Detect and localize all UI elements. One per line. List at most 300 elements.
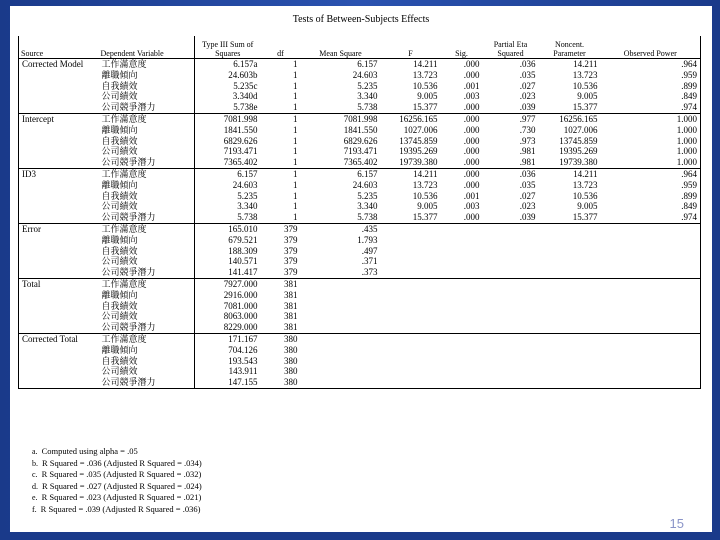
value-cell <box>441 377 483 388</box>
value-cell <box>381 345 441 356</box>
value-cell <box>381 301 441 312</box>
value-cell <box>483 223 539 234</box>
value-cell: 15.377 <box>572 102 598 113</box>
value-cell: .974 <box>601 212 701 223</box>
value-cell <box>539 278 601 289</box>
value-cell <box>301 278 381 289</box>
column-header: df <box>261 36 301 59</box>
footnote-text: R Squared = .036 (Adjusted R Squared = .034) <box>42 457 202 468</box>
value-cell <box>381 322 441 333</box>
value-cell: 1 <box>293 212 298 223</box>
value-cell: .000 <box>463 124 480 135</box>
value-cell: 10.536 <box>412 190 438 201</box>
value-cell <box>301 301 381 312</box>
value-cell <box>483 290 539 301</box>
value-cell <box>301 322 381 333</box>
value-cell: 380 <box>261 377 301 388</box>
bottom-band <box>0 532 720 540</box>
value-cell: 188.309 <box>195 246 261 257</box>
value-cell: 379 <box>284 245 298 256</box>
source-cell <box>19 290 99 301</box>
value-cell <box>301 366 381 377</box>
value-cell: .000 <box>463 102 480 113</box>
value-cell: 6829.626 <box>343 135 378 146</box>
value-cell <box>601 278 701 289</box>
value-cell <box>441 322 483 333</box>
value-cell: .373 <box>361 267 378 278</box>
value-cell: .000 <box>463 59 480 69</box>
value-cell: .000 <box>463 179 480 190</box>
value-cell: .001 <box>463 190 480 201</box>
footnote-text: R Squared = .039 (Adjusted R Squared = .036) <box>40 503 201 514</box>
dependent-variable-cell: 工作滿意度 <box>99 333 195 344</box>
value-cell: .371 <box>361 256 378 267</box>
value-cell: 3.340 <box>357 201 378 212</box>
value-cell: 140.571 <box>195 256 261 267</box>
footnote <box>32 492 332 504</box>
value-cell <box>601 356 701 367</box>
value-cell: 5.235 <box>195 191 261 202</box>
value-cell: 381 <box>284 311 298 322</box>
value-cell <box>539 235 601 246</box>
value-cell <box>539 301 601 312</box>
value-cell <box>483 246 539 257</box>
value-cell: 679.521 <box>195 235 261 246</box>
value-cell: 143.911 <box>195 366 261 377</box>
dependent-variable-cell: 公司績效 <box>101 91 138 102</box>
dependent-variable-cell: 離職傾向 <box>101 124 138 135</box>
value-cell <box>301 333 381 344</box>
value-cell: .001 <box>463 80 480 91</box>
footnote <box>32 446 332 458</box>
dependent-variable-cell: 工作滿意度 <box>99 113 195 124</box>
value-cell <box>381 267 441 278</box>
value-cell: 7365.402 <box>195 157 261 168</box>
value-cell <box>601 235 701 246</box>
footnote-mark: d. <box>32 481 38 491</box>
value-cell <box>539 345 601 356</box>
table-body <box>19 59 701 389</box>
value-cell <box>441 356 483 367</box>
value-cell: .027 <box>519 190 536 201</box>
value-cell: .000 <box>441 168 483 179</box>
table-row <box>19 333 701 344</box>
source-cell <box>19 136 99 147</box>
value-cell: .039 <box>519 212 536 223</box>
value-cell: 381 <box>284 322 298 333</box>
dependent-variable-cell: 工作滿意度 <box>99 278 195 289</box>
value-cell <box>381 333 441 344</box>
table-row <box>19 278 701 289</box>
value-cell: 147.155 <box>195 377 261 388</box>
value-cell: 1 <box>293 80 298 91</box>
dependent-variable-cell: 自我績效 <box>101 300 138 311</box>
value-cell: 171.167 <box>195 333 261 344</box>
value-cell <box>539 377 601 388</box>
value-cell <box>601 290 701 301</box>
value-cell: 6.157 <box>195 168 261 179</box>
value-cell: 1 <box>293 190 298 201</box>
value-cell: 16256.165 <box>381 113 441 124</box>
table-row <box>19 91 701 102</box>
value-cell <box>601 311 701 322</box>
value-cell: 5.235 <box>357 80 378 91</box>
value-cell <box>539 267 601 278</box>
footnotes <box>32 446 332 515</box>
footnote <box>32 481 332 493</box>
table-row <box>19 125 701 136</box>
source-cell <box>19 81 99 92</box>
slide <box>10 6 712 540</box>
value-cell: 19395.269 <box>559 146 598 157</box>
value-cell: 13745.859 <box>559 135 598 146</box>
table-row <box>19 267 701 278</box>
value-cell <box>381 278 441 289</box>
value-cell: 3.340 <box>357 91 378 102</box>
value-cell: 19739.380 <box>399 157 438 168</box>
value-cell: 1841.550 <box>343 124 378 135</box>
value-cell: 1 <box>293 179 298 190</box>
value-cell: 7081.998 <box>301 113 381 124</box>
dependent-variable-cell: 自我績效 <box>101 190 138 201</box>
value-cell <box>483 311 539 322</box>
value-cell: 24.603b <box>195 70 261 81</box>
table-row <box>19 168 701 179</box>
dependent-variable-cell: 離職傾向 <box>101 289 138 300</box>
source-cell: Corrected Model <box>19 59 99 70</box>
value-cell: 1 <box>293 69 298 80</box>
value-cell: 10.536 <box>412 80 438 91</box>
value-cell: 5.235 <box>357 190 378 201</box>
column-header: Dependent Variable <box>99 36 195 59</box>
table-row <box>19 201 701 212</box>
value-cell <box>601 333 701 344</box>
value-cell: 1 <box>293 124 298 135</box>
value-cell <box>483 356 539 367</box>
value-cell: .959 <box>601 180 701 191</box>
value-cell: .974 <box>601 102 701 113</box>
value-cell <box>381 246 441 257</box>
table-row <box>19 157 701 168</box>
table-row <box>19 366 701 377</box>
value-cell <box>441 290 483 301</box>
value-cell <box>441 223 483 234</box>
dependent-variable-cell: 公司績效 <box>101 256 138 267</box>
table-row <box>19 102 701 113</box>
source-cell <box>19 322 99 333</box>
source-cell <box>19 212 99 223</box>
dependent-variable-cell: 公司競爭潛力 <box>99 377 195 388</box>
source-cell <box>19 267 99 278</box>
value-cell: .730 <box>519 124 536 135</box>
value-cell: 380 <box>284 366 298 377</box>
source-cell: Corrected Total <box>19 333 99 344</box>
table-row <box>19 322 701 333</box>
dependent-variable-cell: 公司績效 <box>101 366 138 377</box>
value-cell: 24.603 <box>352 69 378 80</box>
value-cell: .000 <box>441 113 483 124</box>
value-cell: 1 <box>261 113 301 124</box>
value-cell: 10.536 <box>572 190 598 201</box>
value-cell: .977 <box>483 113 539 124</box>
value-cell: 19395.269 <box>399 146 438 157</box>
footnote-text: R Squared = .027 (Adjusted R Squared = .024) <box>42 480 202 491</box>
dependent-variable-cell: 公司績效 <box>101 201 138 212</box>
value-cell: 7193.471 <box>343 146 378 157</box>
value-cell: .959 <box>601 70 701 81</box>
value-cell: 10.536 <box>572 80 598 91</box>
table-title: Tests of Between-Subjects Effects <box>292 14 430 25</box>
value-cell: 1.000 <box>601 113 701 124</box>
value-cell <box>381 311 441 322</box>
value-cell: 24.603 <box>352 179 378 190</box>
value-cell <box>441 333 483 344</box>
value-cell: .000 <box>463 135 480 146</box>
source-cell <box>19 70 99 81</box>
dependent-variable-cell: 工作滿意度 <box>99 168 195 179</box>
value-cell <box>601 246 701 257</box>
value-cell <box>441 366 483 377</box>
source-cell <box>19 125 99 136</box>
table-row <box>19 70 701 81</box>
value-cell: 379 <box>284 234 298 245</box>
value-cell: 3.340 <box>195 201 261 212</box>
footnote-mark: a. <box>32 447 38 456</box>
value-cell: 1.793 <box>357 234 378 245</box>
dependent-variable-cell: 工作滿意度 <box>101 59 147 69</box>
dependent-variable-cell: 自我績效 <box>101 355 138 366</box>
value-cell <box>483 333 539 344</box>
dependent-variable-cell: 公司競爭潛力 <box>101 102 156 113</box>
dependent-variable-cell: 離職傾向 <box>101 179 138 190</box>
value-cell <box>601 345 701 356</box>
source-cell <box>19 377 99 388</box>
value-cell: 1 <box>261 168 301 179</box>
value-cell: 14.211 <box>539 168 601 179</box>
value-cell: 15.377 <box>412 212 438 223</box>
value-cell: 7193.471 <box>195 146 261 157</box>
value-cell: 24.603 <box>195 180 261 191</box>
column-header: Sig. <box>441 36 483 59</box>
value-cell: 9.005 <box>577 91 598 102</box>
value-cell: 5.738 <box>357 212 378 223</box>
value-cell: .035 <box>519 69 536 80</box>
value-cell: 7365.402 <box>343 157 378 168</box>
value-cell: 14.211 <box>381 168 441 179</box>
footnote-mark: f. <box>32 504 37 514</box>
table-row <box>19 180 701 191</box>
source-cell <box>19 235 99 246</box>
value-cell <box>441 246 483 257</box>
value-cell: 16256.165 <box>539 113 601 124</box>
value-cell <box>539 256 601 267</box>
value-cell: 5.738 <box>357 102 378 113</box>
value-cell: .435 <box>301 223 381 234</box>
value-cell: 8229.000 <box>195 322 261 333</box>
column-header: Observed Power <box>601 36 701 59</box>
value-cell: 13.723 <box>572 69 598 80</box>
value-cell: 9.005 <box>417 201 438 212</box>
value-cell <box>539 246 601 257</box>
dependent-variable-cell: 公司競爭潛力 <box>101 212 156 223</box>
column-header: Source <box>19 36 99 59</box>
value-cell: .000 <box>463 146 480 157</box>
value-cell: 1.000 <box>601 125 701 136</box>
value-cell: 381 <box>284 289 298 300</box>
dependent-variable-cell: 離職傾向 <box>101 234 138 245</box>
footnote-mark: b. <box>32 458 38 468</box>
value-cell <box>539 311 601 322</box>
column-header: Partial Eta Squared <box>483 36 539 59</box>
value-cell <box>483 366 539 377</box>
value-cell <box>601 223 701 234</box>
value-cell: .036 <box>519 59 536 69</box>
footnote-text: R Squared = .035 (Adjusted R Squared = .032) <box>41 469 202 479</box>
value-cell <box>601 256 701 267</box>
value-cell: .497 <box>361 245 378 256</box>
value-cell: 7081.998 <box>195 113 261 124</box>
dependent-variable-cell: 公司績效 <box>101 146 138 157</box>
dependent-variable-cell: 離職傾向 <box>101 69 138 80</box>
dependent-variable-cell: 工作滿意度 <box>99 223 195 234</box>
value-cell <box>539 290 601 301</box>
value-cell <box>441 301 483 312</box>
value-cell <box>601 267 701 278</box>
value-cell: .003 <box>463 201 480 212</box>
value-cell <box>301 311 381 322</box>
value-cell: 379 <box>284 267 298 278</box>
dependent-variable-cell: 公司競爭潛力 <box>101 267 156 278</box>
value-cell <box>483 235 539 246</box>
value-cell <box>539 223 601 234</box>
footnote-mark: c. <box>32 470 38 479</box>
source-cell <box>19 201 99 212</box>
value-cell: .000 <box>463 69 480 80</box>
value-cell <box>301 345 381 356</box>
source-cell <box>19 301 99 312</box>
source-cell <box>19 246 99 257</box>
source-cell: ID3 <box>19 168 99 179</box>
source-cell <box>19 356 99 367</box>
value-cell: 9.005 <box>417 91 438 102</box>
dependent-variable-cell: 自我績效 <box>101 80 138 91</box>
table-row <box>19 212 701 223</box>
source-cell <box>19 345 99 356</box>
column-header: Type III Sum of Squares <box>195 36 261 59</box>
footnote-text: R Squared = .023 (Adjusted R Squared = .021) <box>41 492 202 502</box>
source-cell: Error <box>19 223 99 234</box>
value-cell: .023 <box>519 201 536 212</box>
value-cell <box>539 356 601 367</box>
table-row <box>19 136 701 147</box>
value-cell: 1 <box>293 135 298 146</box>
page-number: 15 <box>669 516 684 531</box>
value-cell: 15.377 <box>412 102 438 113</box>
dependent-variable-cell: 離職傾向 <box>101 344 138 355</box>
value-cell <box>381 235 441 246</box>
value-cell: .003 <box>463 91 480 102</box>
header-row <box>19 36 701 59</box>
between-subjects-table <box>18 36 701 389</box>
value-cell <box>483 345 539 356</box>
value-cell: 1 <box>293 157 298 168</box>
value-cell: 379 <box>261 223 301 234</box>
value-cell <box>441 345 483 356</box>
source-cell <box>19 311 99 322</box>
value-cell: 5.738 <box>195 212 261 223</box>
value-cell: 13745.859 <box>399 135 438 146</box>
value-cell: 6.157 <box>357 59 378 69</box>
value-cell: 1841.550 <box>195 125 261 136</box>
value-cell <box>601 377 701 388</box>
value-cell: 1.000 <box>601 136 701 147</box>
value-cell <box>441 235 483 246</box>
value-cell: 1 <box>293 102 298 113</box>
source-cell <box>19 256 99 267</box>
source-cell: Intercept <box>19 113 99 124</box>
value-cell: 704.126 <box>195 345 261 356</box>
value-cell <box>301 356 381 367</box>
value-cell: 1027.006 <box>403 124 438 135</box>
table-row <box>19 59 701 70</box>
value-cell: .899 <box>601 81 701 92</box>
value-cell <box>381 256 441 267</box>
table-row <box>19 301 701 312</box>
dependent-variable-cell: 自我績效 <box>101 245 138 256</box>
value-cell: 1.000 <box>601 146 701 157</box>
value-cell <box>301 377 381 388</box>
value-cell: 2916.000 <box>195 290 261 301</box>
value-cell <box>539 322 601 333</box>
value-cell <box>539 333 601 344</box>
value-cell: .039 <box>519 102 536 113</box>
value-cell: 6.157a <box>195 59 261 70</box>
value-cell: 1 <box>293 91 298 102</box>
source-cell <box>19 157 99 168</box>
column-header: Noncent. Parameter <box>539 36 601 59</box>
value-cell: .036 <box>483 168 539 179</box>
value-cell: 381 <box>284 300 298 311</box>
table-row <box>19 356 701 367</box>
value-cell: .000 <box>463 157 480 168</box>
footnote <box>32 504 332 516</box>
value-cell: 14.211 <box>413 59 438 69</box>
footnote-mark: e. <box>32 493 38 502</box>
value-cell: 1 <box>293 201 298 212</box>
value-cell: .849 <box>601 91 701 102</box>
value-cell <box>483 322 539 333</box>
value-cell <box>601 366 701 377</box>
value-cell: 13.723 <box>412 179 438 190</box>
table-row <box>19 81 701 92</box>
value-cell: 19739.380 <box>559 157 598 168</box>
source-cell <box>19 180 99 191</box>
value-cell <box>483 278 539 289</box>
value-cell <box>381 377 441 388</box>
source-cell <box>19 191 99 202</box>
value-cell: 381 <box>261 278 301 289</box>
footnote <box>32 469 332 481</box>
value-cell <box>381 223 441 234</box>
value-cell: .964 <box>601 59 701 70</box>
table-row <box>19 146 701 157</box>
value-cell: 1027.006 <box>563 124 598 135</box>
dependent-variable-cell: 自我績效 <box>101 135 138 146</box>
value-cell: 7927.000 <box>195 278 261 289</box>
value-cell: 165.010 <box>195 223 261 234</box>
value-cell: 5.235c <box>195 81 261 92</box>
table-row <box>19 311 701 322</box>
